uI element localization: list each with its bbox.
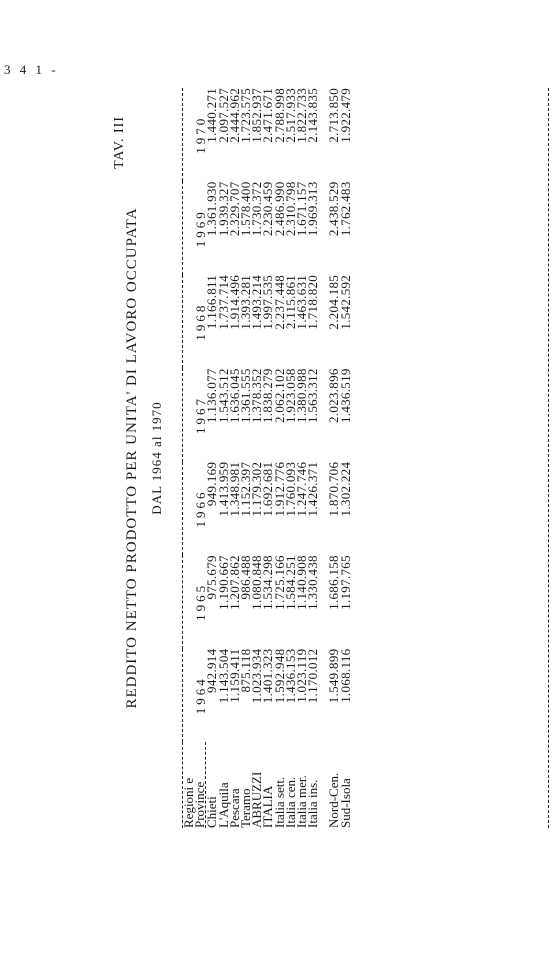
value-cell: 1.179.302 — [249, 461, 265, 517]
value-cell: 1.852.937 — [249, 88, 265, 143]
value-cell: 1.247.746 — [294, 461, 310, 517]
value-cell: 2.471.671 — [260, 88, 276, 143]
value-cell: 1.436.519 — [337, 368, 353, 424]
year-header: 1966 — [183, 462, 206, 555]
value-cell: 2.438.529 — [326, 181, 342, 237]
value-cell: 1.914.496 — [226, 274, 242, 330]
value-cell: 1.080.848 — [249, 555, 265, 610]
value-cell: 1.440.271 — [204, 88, 220, 143]
value-cell: 1.838.279 — [260, 368, 276, 424]
value-cell: 1.378.352 — [249, 368, 265, 424]
value-cell: 1.725.166 — [271, 555, 287, 610]
value-cell: 1.143.504 — [215, 648, 231, 704]
value-cell: 1.737.714 — [215, 274, 231, 330]
value-cell: 1.426.371 — [305, 461, 321, 517]
value-cell: 1.140.908 — [294, 555, 310, 610]
value-cell: 986.488 — [238, 555, 254, 600]
value-cell: 1.361.555 — [238, 368, 254, 424]
value-cell: 2.486.990 — [271, 181, 287, 237]
value-cell: 2.023.896 — [326, 368, 342, 424]
table-subtitle: DAL 1964 al 1970 — [149, 401, 164, 515]
value-cell: 1.023.119 — [294, 648, 310, 703]
value-cell: 1.686.158 — [326, 555, 342, 610]
row-label: Pescara — [226, 788, 242, 828]
value-cell: 1.068.116 — [337, 648, 353, 703]
value-cell: 1.549.899 — [326, 648, 342, 704]
value-cell: 2.230.459 — [260, 181, 276, 237]
value-cell: 2.204.185 — [326, 274, 342, 330]
value-cell: 1.718.820 — [305, 274, 321, 330]
table-row — [307, 88, 318, 828]
year-header: 1967 — [183, 368, 206, 461]
value-cell: 2.310.798 — [282, 181, 298, 237]
row-label: Chieti — [204, 796, 220, 828]
row-label: Italia mer. — [294, 775, 310, 828]
value-cell: 1.692.681 — [260, 461, 276, 517]
table-border-right — [548, 88, 549, 828]
year-header: 1969 — [183, 181, 206, 274]
corner-label-provinces: Province — [194, 742, 206, 828]
value-cell: 1.760.093 — [282, 461, 298, 517]
value-cell: 2.517.933 — [282, 88, 298, 143]
value-cell: 1.671.157 — [294, 181, 310, 237]
value-cell: 1.969.313 — [305, 181, 321, 237]
value-cell: 1.159.411 — [226, 648, 242, 703]
value-cell: 1.493.214 — [249, 274, 265, 330]
value-cell: 2.788.998 — [271, 88, 287, 143]
year-header: 1968 — [183, 275, 206, 368]
value-cell: 1.912.776 — [271, 461, 287, 517]
year-header: 1965 — [183, 555, 206, 648]
value-cell: 1.393.281 — [238, 274, 254, 330]
table-title: REDDITO NETTO PRODOTTO PER UNITA' DI LAVORO OCCUPATA — [124, 207, 140, 709]
corner-label-regions: Regioni e — [183, 742, 195, 828]
value-cell: 1.207.862 — [226, 555, 242, 610]
value-cell: 1.534.298 — [260, 555, 276, 610]
value-cell: 1.822.733 — [294, 88, 310, 143]
row-label: ITALIA — [260, 785, 276, 828]
value-cell: 2.713.850 — [326, 88, 342, 143]
value-cell: 2.329.707 — [226, 181, 242, 237]
value-cell: 1.401.323 — [260, 648, 276, 704]
value-cell: 1.584.251 — [282, 555, 298, 610]
value-cell: 2.097.527 — [215, 88, 231, 143]
value-cell: 2.143.835 — [305, 88, 321, 143]
year-header: 1964 — [183, 649, 206, 742]
value-cell: 1.730.372 — [249, 181, 265, 237]
row-label: L'Aquila — [215, 782, 231, 828]
value-cell: 1.922.479 — [337, 88, 353, 143]
value-cell: 1.542.592 — [337, 274, 353, 330]
value-cell: 1.762.483 — [337, 181, 353, 237]
value-cell: 1.939.327 — [215, 181, 231, 237]
value-cell: 1.361.930 — [204, 181, 220, 237]
header-row — [183, 88, 195, 828]
value-cell: 2.115.861 — [282, 274, 298, 330]
value-cell: 1.170.012 — [305, 648, 321, 704]
income-table — [182, 88, 351, 828]
rotated-document — [112, 88, 552, 828]
value-cell: 1.023.934 — [249, 648, 265, 704]
page-number: 3 4 1 - — [4, 62, 59, 77]
year-header: 1970 — [183, 88, 206, 181]
row-label: Sud-Isola — [337, 778, 353, 828]
value-cell: 2.062.102 — [271, 368, 287, 424]
value-cell: 1.380.988 — [294, 368, 310, 424]
value-cell: 875.118 — [238, 648, 254, 693]
value-cell: 1.348.981 — [226, 461, 242, 517]
value-cell: 1.330.438 — [305, 555, 321, 610]
value-cell: 1.870.706 — [326, 461, 342, 517]
value-cell: 2.444.962 — [226, 88, 242, 143]
value-cell: 1.413.959 — [215, 461, 231, 517]
row-label: Italia cen. — [282, 776, 298, 828]
value-cell: 2.237.448 — [271, 274, 287, 330]
value-cell: 1.923.058 — [282, 368, 298, 424]
value-cell: 1.723.575 — [238, 88, 254, 143]
value-cell: 1.436.153 — [282, 648, 298, 704]
table-body — [206, 88, 351, 828]
value-cell: 975.679 — [204, 555, 220, 600]
value-cell: 1.563.312 — [305, 368, 321, 424]
value-cell: 1.636.045 — [226, 368, 242, 424]
value-cell: 1.136.077 — [204, 368, 220, 424]
value-cell: 1.543.512 — [215, 368, 231, 424]
value-cell: 1.166.811 — [204, 274, 220, 330]
row-label: Italia sett. — [271, 776, 287, 828]
row-label: Italia ins. — [305, 779, 321, 828]
row-label: Nord-Cen. — [326, 772, 342, 828]
row-label: Teramo — [238, 788, 254, 828]
value-cell: 949.169 — [204, 461, 220, 507]
value-cell: 1.997.535 — [260, 274, 276, 330]
value-cell: 1.592.948 — [271, 648, 287, 704]
value-cell: 1.463.631 — [294, 274, 310, 330]
value-cell: 942.914 — [204, 648, 220, 693]
value-cell: 1.152.397 — [238, 461, 254, 517]
table-row — [340, 88, 351, 828]
value-cell: 1.190.667 — [215, 555, 231, 610]
value-cell: 1.302.224 — [337, 461, 353, 517]
value-cell: 1.197.765 — [337, 555, 353, 610]
row-label: ABRUZZI — [249, 771, 265, 828]
table-id: TAV. III — [112, 116, 127, 170]
value-cell: 1.578.400 — [238, 181, 254, 237]
